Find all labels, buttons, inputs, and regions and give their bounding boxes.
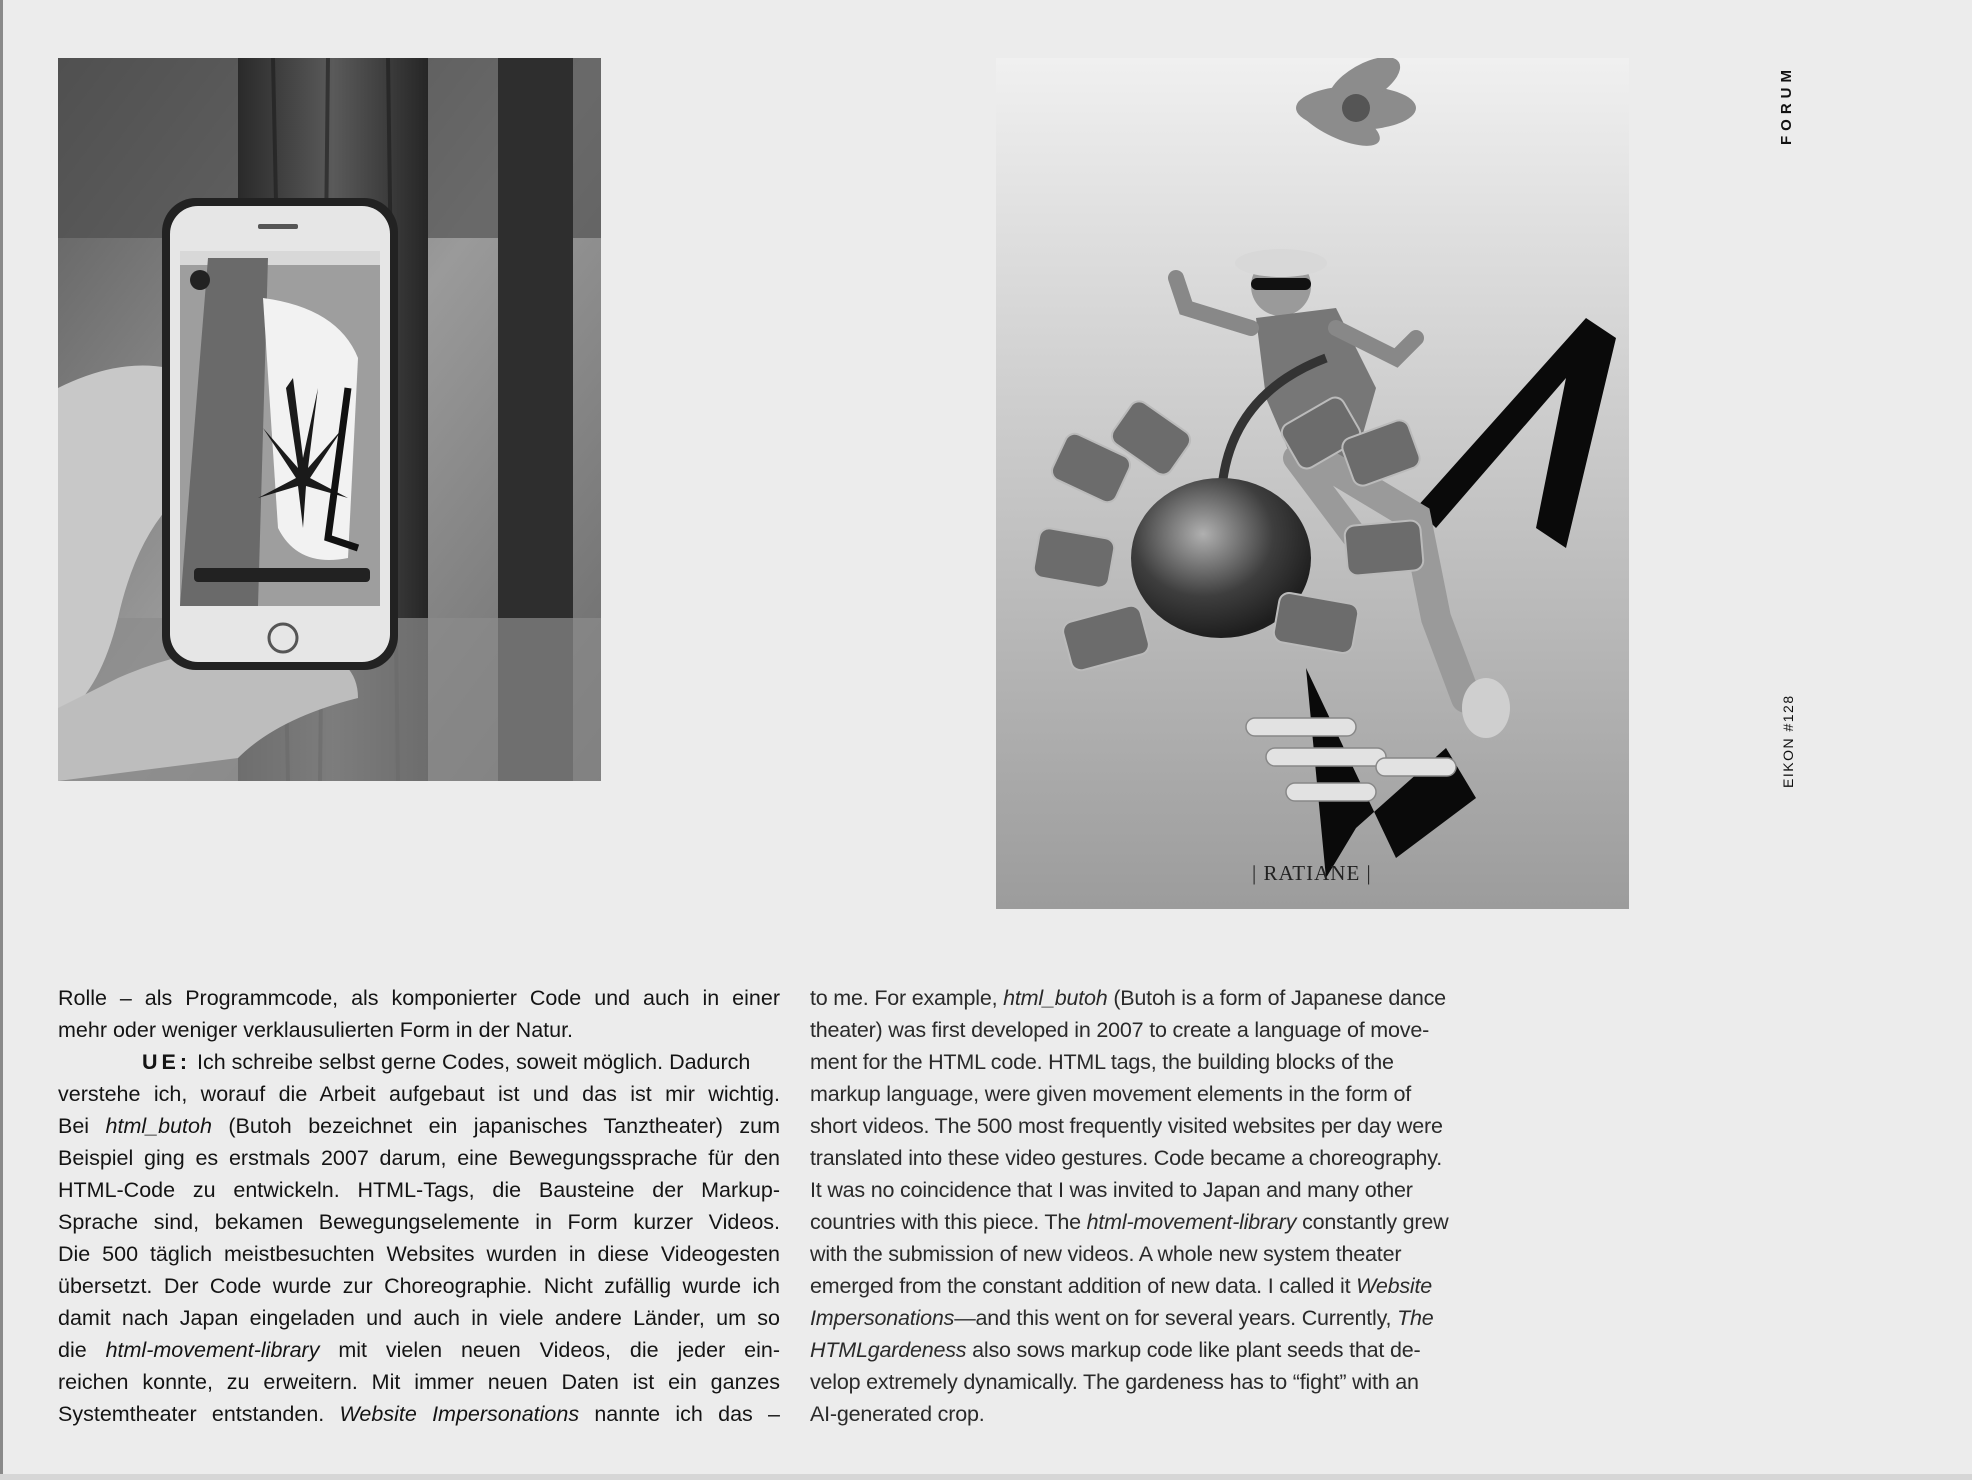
text-line: reichen konnte, zu erweitern. Mit immer neuen Daten ist ein ganzes (58, 1370, 780, 1394)
english-column (810, 982, 1466, 1430)
text-line: verstehe ich, worauf die Arbeit aufgebaut ist und das ist mir wichtig. (58, 1082, 780, 1106)
text-line (810, 1334, 1466, 1366)
text-line: übersetzt. Der Code wurde zur Choreographie. Nicht zufällig wurde ich (58, 1274, 780, 1298)
text-fragment: countries with this piece. The (810, 1210, 1087, 1234)
work-title: Website (1356, 1274, 1433, 1298)
text-line: ment for the HTML code. HTML tags, the building blocks of the (810, 1050, 1394, 1074)
photo-phone-in-park-icon (58, 58, 601, 781)
text-line (58, 1334, 780, 1366)
text-line (810, 1206, 1466, 1238)
text-fragment: emerged from the constant addition of new data. I called it (810, 1274, 1357, 1298)
collage-dancer-cherry (996, 58, 1629, 909)
work-title: html_butoh (1003, 986, 1108, 1010)
text-line: mehr oder weniger verklausulierten Form in der Natur. (58, 1018, 574, 1042)
text-line: Die 500 täglich meistbesuchten Websites wurden in diese Videogesten (58, 1242, 780, 1266)
work-title: html-movement-library (105, 1338, 320, 1362)
text-line: short videos. The 500 most frequently visited websites per day were (810, 1114, 1443, 1138)
work-title: html-movement-library (1086, 1210, 1297, 1234)
text-line: Sprache sind, bekamen Bewegungselemente in Form kurzer Videos. (58, 1210, 780, 1234)
german-column (58, 982, 780, 1430)
text-line (58, 1398, 780, 1430)
text-line: with the submission of new videos. A whole new system theater (810, 1242, 1402, 1266)
text-line: theater) was first developed in 2007 to create a language of move- (810, 1018, 1430, 1042)
issue-label: EIKON #128 (1780, 694, 1796, 788)
page-bottom-edge (0, 1474, 1972, 1480)
paragraph-start (58, 1046, 780, 1078)
text-fragment: Bei (58, 1114, 106, 1138)
page-edge (0, 0, 3, 1480)
text-line: velop extremely dynamically. The gardeness has to “fight” with an (810, 1370, 1419, 1394)
text-fragment: Systemtheater entstanden. (58, 1402, 340, 1426)
work-title: The (1397, 1306, 1434, 1330)
text-fragment: to me. For example, (810, 986, 1004, 1010)
text-line (810, 1270, 1466, 1302)
work-title: HTMLgardeness (810, 1338, 967, 1362)
work-title: Impersonations (810, 1306, 955, 1330)
ratiane-caption: | RATIANE | (1252, 861, 1372, 885)
text-line: markup language, were given movement elements in the form of (810, 1082, 1412, 1106)
text-line: translated into these video gestures. Code became a choreography. (810, 1146, 1443, 1170)
text-line: HTML-Code zu entwickeln. HTML-Tags, die Bausteine der Markup- (58, 1178, 780, 1202)
text-fragment: (Butoh is a form of Japanese dance (1107, 986, 1446, 1010)
text-line: Rolle – als Programmcode, als komponierter Code und auch in einer (58, 986, 780, 1010)
text-fragment: (Butoh bezeichnet ein japanisches Tanztheater) zum (211, 1114, 780, 1138)
text-line (810, 982, 1466, 1014)
text-line: damit nach Japan eingeladen und auch in viele andere Länder, um so (58, 1306, 780, 1330)
text-fragment: also sows markup code like plant seeds that de- (966, 1338, 1421, 1362)
text-line (58, 1110, 780, 1142)
speaker-label: UE: (142, 1050, 192, 1074)
text-fragment: constantly grew (1296, 1210, 1449, 1234)
text-fragment: nannte ich das – (579, 1402, 781, 1426)
work-title: Website Impersonations (339, 1402, 580, 1426)
text-line: Ich schreibe selbst gerne Codes, soweit möglich. Dadurch (197, 1050, 751, 1074)
work-title: html_butoh (105, 1114, 212, 1138)
section-label: FORUM (1778, 65, 1795, 145)
text-fragment: —and this went on for several years. Currently, (954, 1306, 1398, 1330)
text-line: It was no coincidence that I was invited to Japan and many other (810, 1178, 1413, 1202)
text-fragment: die (58, 1338, 106, 1362)
text-line (810, 1302, 1466, 1334)
text-fragment: mit vielen neuen Videos, die jeder ein- (319, 1338, 781, 1362)
photo-phone-in-park (58, 58, 601, 781)
collage-dancer-cherry-icon (996, 58, 1629, 909)
text-line: AI-generated crop. (810, 1402, 985, 1426)
text-line: Beispiel ging es erstmals 2007 darum, eine Bewegungssprache für den (58, 1146, 780, 1170)
